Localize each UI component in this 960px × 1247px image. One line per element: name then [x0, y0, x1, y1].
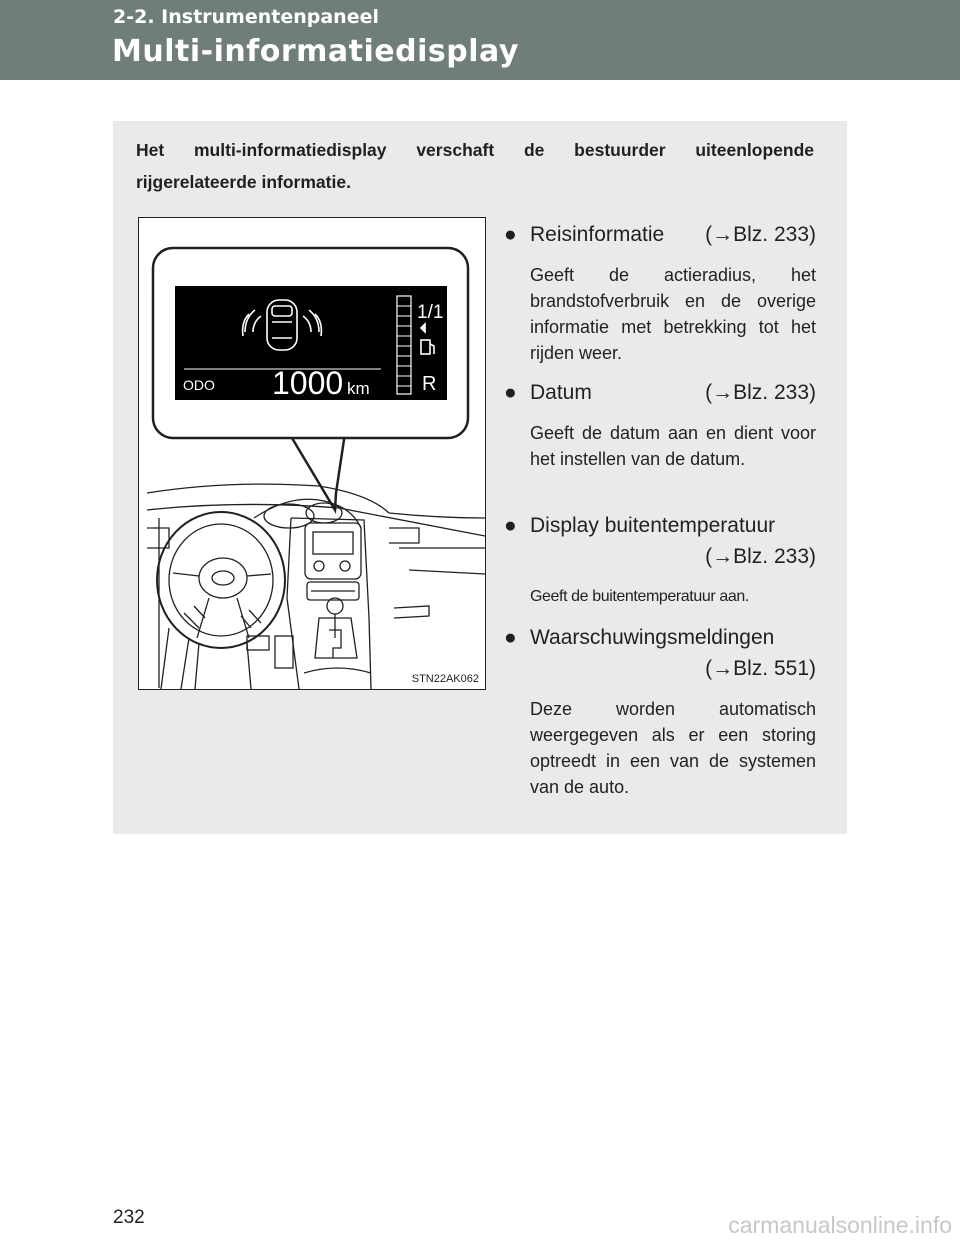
page-header [0, 0, 960, 80]
item-description: Geeft de buitentemperatuur aan. [530, 588, 749, 605]
item-description: Deze worden automatisch weergegeven als er een storing optreedt in een van de systemen van de auto. [530, 699, 816, 797]
page-reference-link[interactable]: (→Blz. 233) [705, 381, 816, 404]
dashboard-drawing [139, 218, 485, 689]
page-number: 232 [113, 1207, 145, 1228]
figure-code: STN22AK062 [411, 673, 479, 685]
display-odo-unit: km [347, 379, 370, 398]
item-description: Geeft de datum aan en dient voor het instellen van de datum. [530, 423, 816, 469]
bullet-icon: ● [504, 223, 517, 246]
bullet-icon: ● [504, 381, 517, 404]
page-reference-link[interactable]: (→Blz. 233) [705, 545, 816, 568]
intro-text: Het multi-informatiedisplay verschaft de bestuurder uiteenlopende rijgerelateerde informatie. [136, 140, 814, 192]
item-title: Datum [530, 381, 592, 404]
info-item-trip [504, 219, 816, 366]
display-fraction: 1/1 [417, 302, 444, 323]
item-description: Geeft de actieradius, het brandstofverbruik en de overige informatie met betrekking tot het rijden weer. [530, 265, 816, 363]
display-odo-label: ODO [183, 377, 215, 393]
page-reference-link[interactable]: (→Blz. 233) [705, 223, 816, 246]
item-title: Waarschuwingsmeldingen [530, 626, 775, 649]
bullet-icon: ● [504, 626, 517, 649]
section-label: 2-2. Instrumentenpaneel [113, 6, 379, 28]
bullet-icon: ● [504, 514, 517, 537]
page-title: Multi-informatiedisplay [112, 34, 519, 69]
info-item-outside-temperature [504, 510, 816, 610]
watermark: carmanualsonline.info [728, 1212, 952, 1238]
dashboard-illustration [138, 217, 486, 690]
info-item-warnings [504, 622, 816, 800]
item-title: Reisinformatie [530, 223, 665, 246]
item-title: Display buitentemperatuur [530, 514, 776, 537]
info-item-date [504, 377, 816, 472]
display-gear: R [422, 373, 437, 395]
page-reference-link[interactable]: (→Blz. 551) [705, 657, 816, 680]
display-odo-value: 1000 [272, 365, 344, 401]
